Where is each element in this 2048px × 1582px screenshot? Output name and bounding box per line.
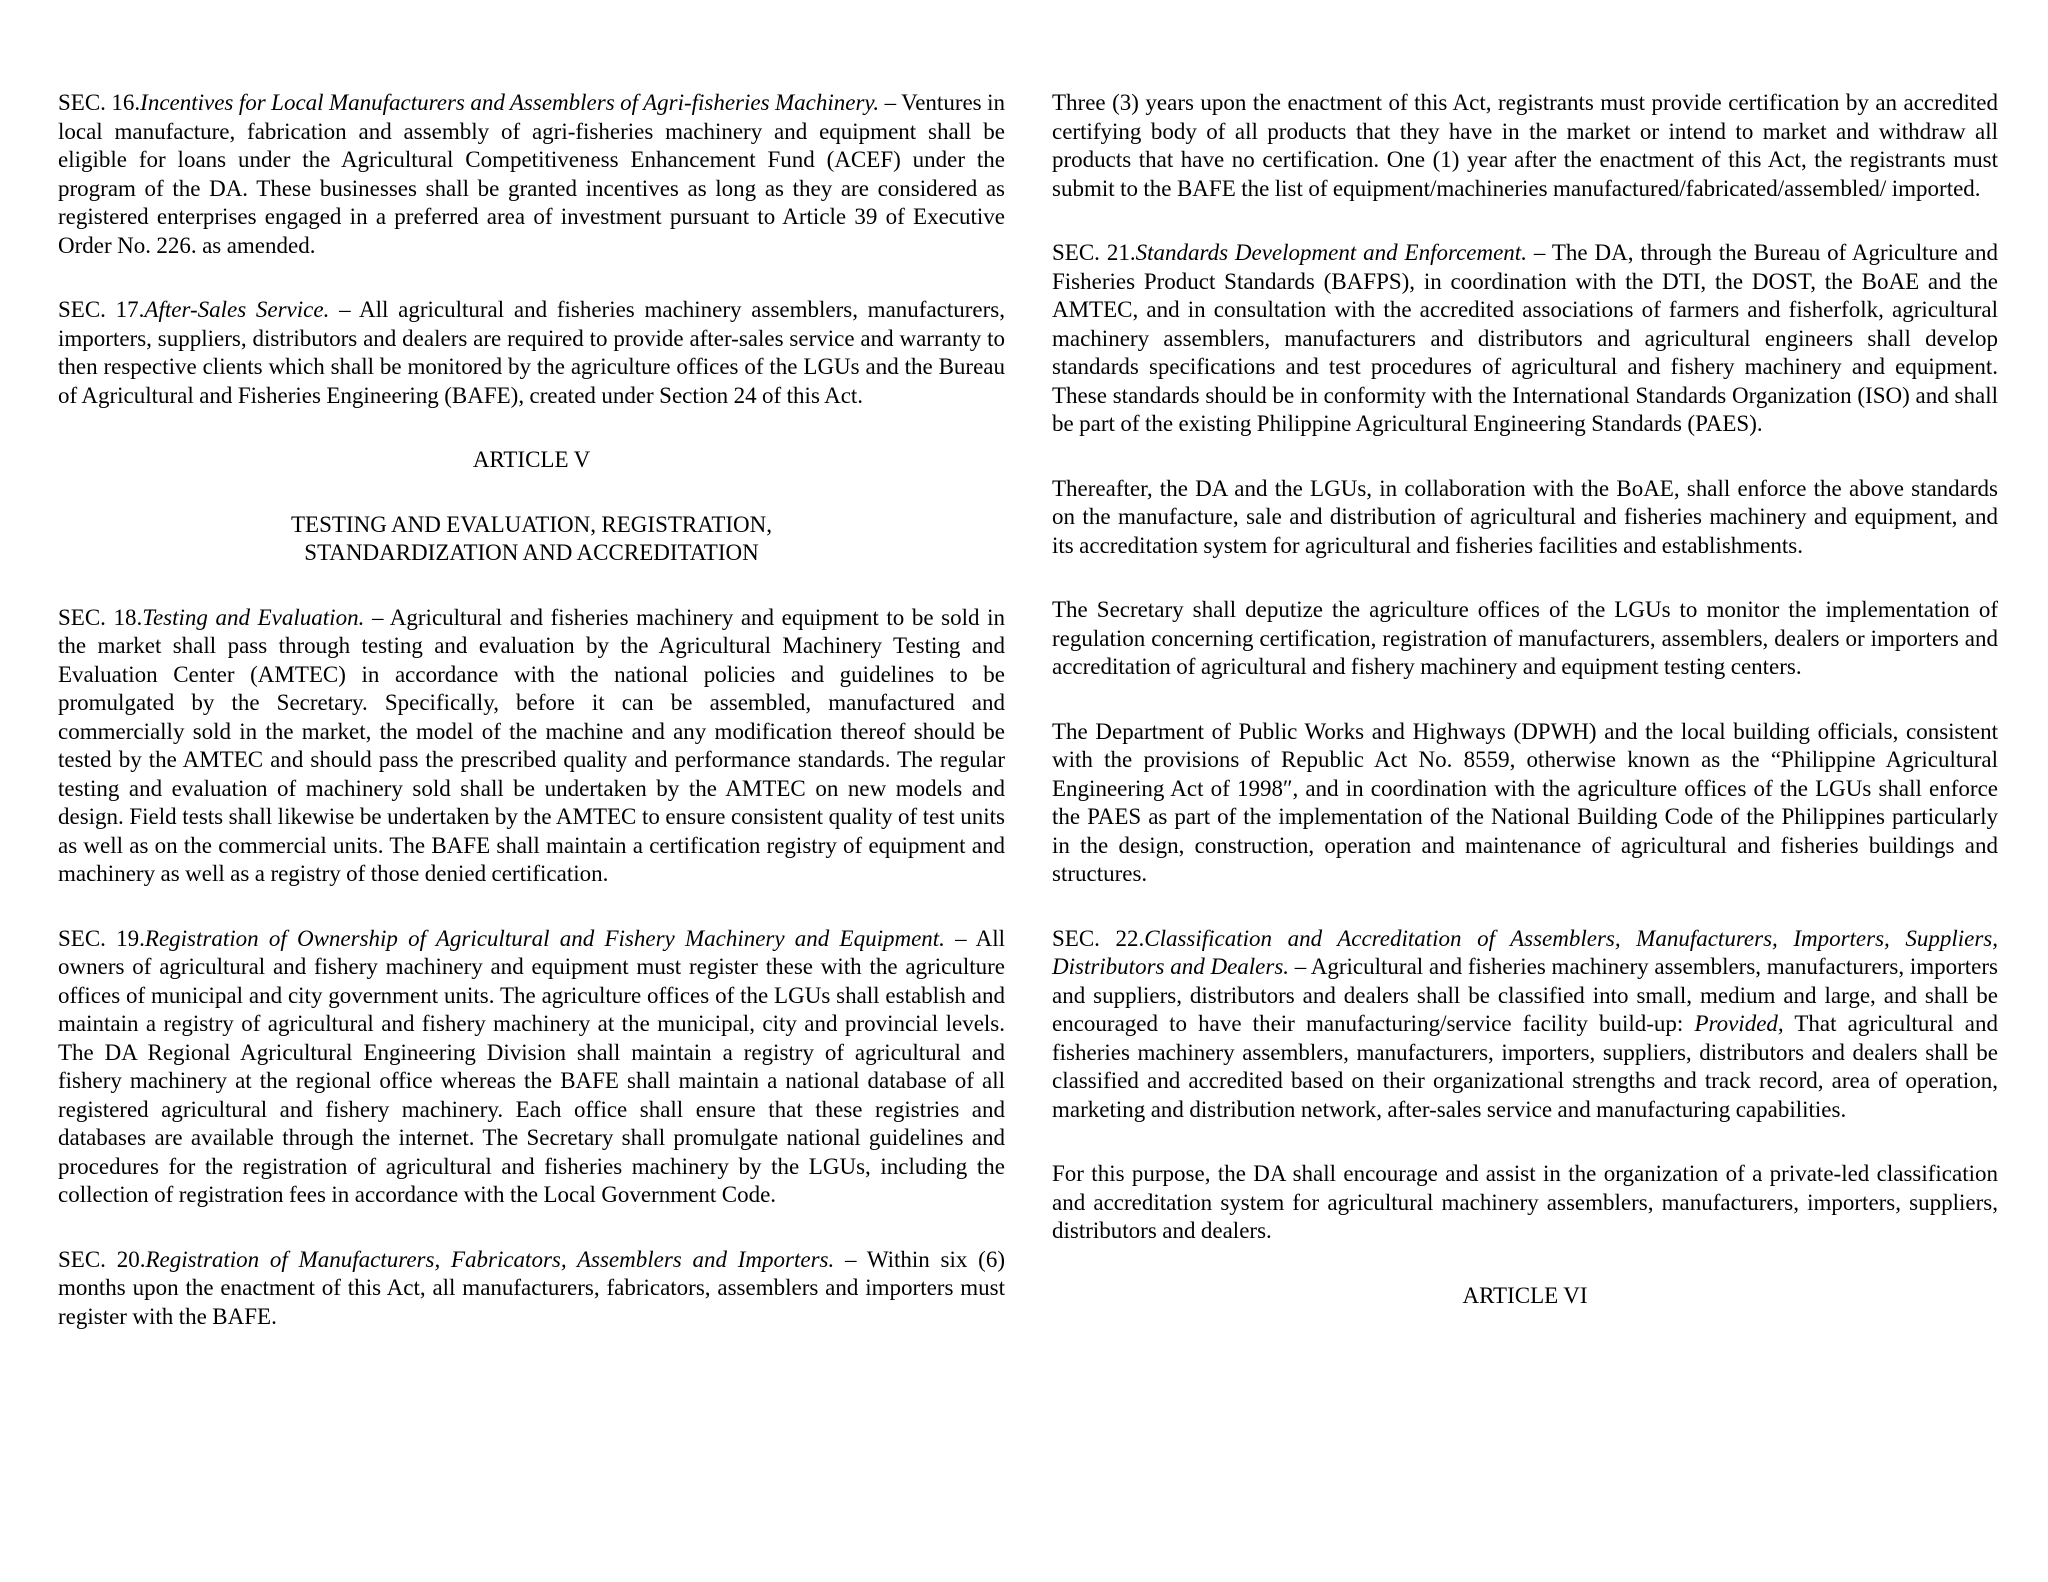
sec16-body: – Ventures in local manufacture, fabrication and assembly of agri-fisheries machinery and equipment shall be eligible for loans under the Agricultural Competitiveness Enhancement Fund (ACEF) under the program of the DA. These businesses shall be granted incentives as long as they are considered as registered enterprises engaged in a preferred area of investment pursuant to Article 39 of Executive Order No. 226. as amended. [58, 90, 1005, 258]
sec16-number: SEC. 16. [58, 90, 141, 115]
sec18-body: – Agricultural and fisheries machinery and equipment to be sold in the market shall pass through testing and evaluation by the Agricultural Machinery Testing and Evaluation Center (AMTEC) in accordance with the national policies and guidelines to be promulgated by the Secretary. Specifically, before it can be assembled, manufactured and commercially sold in the market, the model of the machine and any modification thereof should be tested by the AMTEC and should pass the prescribed quality and performance standards. The regular testing and evaluation of machinery sold shall be undertaken by the AMTEC on new models and design. Field tests shall likewise be undertaken by the AMTEC to ensure consistent quality of test units as well as on the commercial units. The BAFE shall maintain a certification registry of equipment and machinery as well as a registry of those denied certification. [58, 604, 1005, 886]
right-column [1052, 89, 1998, 1346]
sec16-paragraph [58, 89, 1005, 260]
article-v-subheading-line1: TESTING AND EVALUATION, REGISTRATION, [290, 511, 772, 537]
sec22-paragraph [1052, 925, 1998, 1125]
sec18-paragraph [58, 604, 1005, 889]
sec22-paragraph-2: For this purpose, the DA shall encourage and assist in the organization of a private-led classification and accreditation system for agricultural machinery assemblers, manufacturers, importers, suppliers, distributors and dealers. [1052, 1161, 1998, 1243]
sec19-number: SEC. 19. [58, 925, 145, 951]
sec22-number: SEC. 22. [1052, 925, 1145, 951]
article-v-subheading-line2: STANDARDIZATION AND ACCREDITATION [304, 540, 759, 565]
sec17-title: After-Sales Service. [144, 297, 330, 322]
sec20-body: – Within six (6) months upon the enactment of this Act, all manufacturers, fabricators, assemblers and importers must register with the BAFE. [58, 1246, 1005, 1329]
sec17-number: SEC. 17. [58, 297, 145, 322]
sec18-title: Testing and Evaluation. [142, 604, 365, 630]
article-v-heading: ARTICLE V [472, 447, 591, 472]
sec21-paragraph-3: The Secretary shall deputize the agriculture offices of the LGUs to monitor the implementation of regulation concerning certification, registration of manufacturers, assemblers, dealers or importers and accreditation of agricultural and fishery machinery and equipment testing centers. [1052, 597, 1998, 679]
sec21-body: – The DA, through the Bureau of Agriculture and Fisheries Product Standards (BAFPS), in coordination with the DTI, the DOST, the BoAE and the AMTEC, and in consultation with the accredited associations of farmers and fisherfolk, agricultural machinery assemblers, manufacturers and distributors and agricultural engineers shall develop standards specifications and test procedures of agricultural and fishery machinery and equipment. These standards should be in conformity with the International Standards Organization (ISO) and shall be part of the existing Philippine Agricultural Engineering Standards (PAES). [1052, 240, 1998, 436]
sec19-paragraph [58, 925, 1005, 1210]
sec16-title: Incentives for Local Manufacturers and Assemblers of Agri-fisheries Machinery. [140, 90, 880, 115]
sec21-paragraph [1052, 239, 1998, 439]
sec20-paragraph [58, 1246, 1005, 1332]
left-column [58, 89, 1005, 1367]
sec19-body: – All owners of agricultural and fishery machinery and equipment must register these with the agriculture offices of municipal and city government units. The agriculture offices of the LGUs shall establish and maintain a registry of agricultural and fishery machinery at the municipal, city and provincial levels. The DA Regional Agricultural Engineering Division shall maintain a registry of agricultural and fishery machinery at the regional office whereas the BAFE shall maintain a national database of all registered agricultural and fishery machinery. Each office shall ensure that these registries and databases are available through the internet. The Secretary shall promulgate national guidelines and procedures for the registration of agricultural and fisheries machinery by the LGUs, including the collection of registration fees in accordance with the Local Government Code. [58, 925, 1005, 1207]
sec17-paragraph [58, 296, 1005, 410]
sec21-number: SEC. 21. [1052, 240, 1136, 265]
sec20-number: SEC. 20. [58, 1246, 146, 1272]
sec21-paragraph-2: Thereafter, the DA and the LGUs, in collaboration with the BoAE, shall enforce the above standards on the manufacture, sale and distribution of agricultural and fisheries machinery and equipment, and its accreditation system for agricultural and fisheries facilities and establishments. [1052, 475, 1998, 558]
sec22-body-part2: That agricultural and fisheries machinery assemblers, manufacturers, importers, suppliers, distributors and dealers shall be classified and accredited based on their organizational strengths and track record, area of operation, marketing and distribution network, after-sales service and manufacturing capabilities. [1052, 1011, 1999, 1122]
sec20-title: Registration of Manufacturers, Fabricators, Assemblers and Importers. [145, 1246, 835, 1272]
article-vi-heading: ARTICLE VI [1462, 1282, 1588, 1308]
sec21-title: Standards Development and Enforcement. [1135, 240, 1527, 265]
article-v-subheading [58, 511, 1005, 568]
sec21-paragraph-4: The Department of Public Works and Highways (DPWH) and the local building officials, consistent with the provisions of Republic Act No. 8559, otherwise known as the “Philippine Agricultural Engineering Act of 1998″, and in coordination with the agriculture offices of the LGUs shall enforce the PAES as part of the implementation of the National Building Code of the Philippines particularly in the design, construction, operation and maintenance of agricultural and fisheries buildings and structures. [1052, 718, 1998, 886]
sec17-body: – All agricultural and fisheries machinery assemblers, manufacturers, importers, suppliers, distributors and dealers are required to provide after-sales service and warranty to then respective clients which shall be monitored by the agriculture offices of the LGUs and the Bureau of Agricultural and Fisheries Engineering (BAFE), created under Section 24 of this Act. [58, 297, 1005, 408]
sec22-body-part1: – Agricultural and fisheries machinery assemblers, manufacturers, importers and suppliers, distributors and dealers shall be classified into small, medium and large, and shall be encouraged to have their manufacturing/service facility build-up: [1052, 954, 1998, 1036]
sec18-number: SEC. 18. [58, 604, 143, 630]
sec19-title: Registration of Ownership of Agricultural and Fishery Machinery and Equipment. [144, 925, 945, 951]
sec22-title: Classification and Accreditation of Assemblers, Manufacturers, Importers, Suppliers, Distributors and Dealers. [1052, 925, 1998, 979]
sec22-provided: Provided, [1694, 1011, 1784, 1036]
sec20-continued-paragraph: Three (3) years upon the enactment of this Act, registrants must provide certification by an accredited certifying body of all products that they have in the market or intend to market and withdraw all products that have no certification. One (1) year after the enactment of this Act, the registrants must submit to the BAFE the list of equipment/machineries manufactured/fabricated/assembled/ imported. [1052, 90, 1998, 201]
